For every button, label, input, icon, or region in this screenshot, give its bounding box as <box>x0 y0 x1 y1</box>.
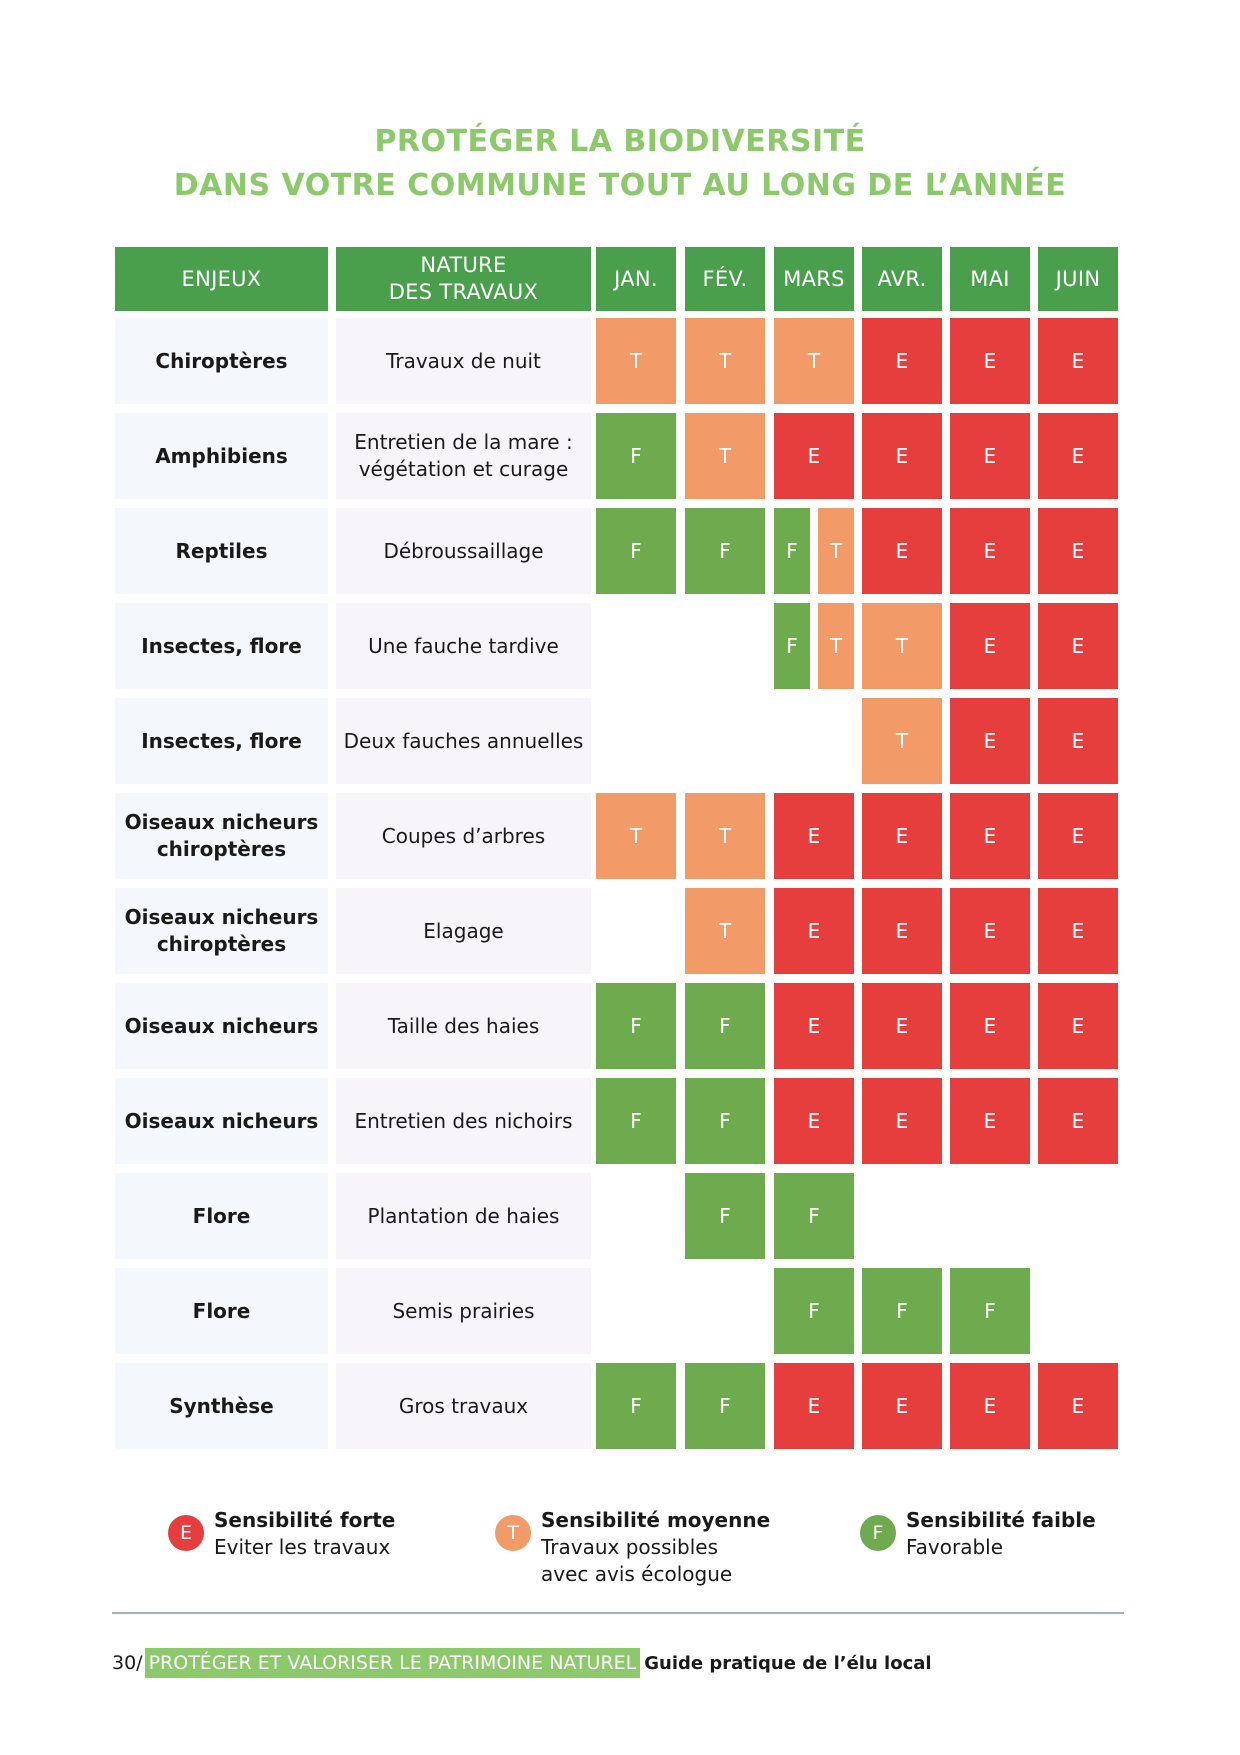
sensitivity-cell: E <box>1038 1078 1118 1164</box>
legend-item <box>860 1507 1096 1561</box>
sensitivity-cell: E <box>950 1078 1030 1164</box>
page-number: 30/ <box>112 1652 143 1674</box>
sensitivity-cell: F <box>685 983 765 1069</box>
sensitivity-cell: E <box>1038 413 1118 499</box>
page-title-line2: DANS VOTRE COMMUNE TOUT AU LONG DE L’ANNÉE <box>173 168 1067 203</box>
sensitivity-cell: F <box>774 1173 854 1259</box>
nature-line: Taille des haies <box>387 1013 540 1038</box>
enjeu-label <box>115 793 328 879</box>
nature-label <box>336 698 591 784</box>
sensitivity-cell: F <box>685 1363 765 1449</box>
footer-band: PROTÉGER ET VALORISER LE PATRIMOINE NATUREL <box>145 1648 641 1678</box>
sensitivity-cell: F <box>950 1268 1030 1354</box>
sensitivity-cell: E <box>950 1363 1030 1449</box>
nature-label <box>336 1173 591 1259</box>
legend-item <box>495 1507 770 1588</box>
nature-label <box>336 1268 591 1354</box>
sensitivity-cell: F <box>596 983 676 1069</box>
sensitivity-cell: E <box>862 793 942 879</box>
sensitivity-cell: T <box>774 318 854 404</box>
sensitivity-cell: T <box>596 793 676 879</box>
sensitivity-cell: E <box>774 793 854 879</box>
sensitivity-cell: E <box>950 603 1030 689</box>
nature-line: Une fauche tardive <box>368 633 559 658</box>
sensitivity-cell: E <box>1038 983 1118 1069</box>
footer-guide: Guide pratique de l’élu local <box>644 1652 932 1674</box>
sensitivity-cell: E <box>862 1078 942 1164</box>
legend-description: Eviter les travaux <box>214 1535 391 1559</box>
enjeu-label <box>115 698 328 784</box>
nature-label <box>336 888 591 974</box>
nature-label <box>336 508 591 594</box>
legend-title: Sensibilité moyenne <box>541 1508 771 1532</box>
sensitivity-cell: E <box>1038 793 1118 879</box>
sensitivity-cell: E <box>774 983 854 1069</box>
sensitivity-cell: F <box>774 508 810 594</box>
sensitivity-cell: E <box>774 888 854 974</box>
sensitivity-cell: F <box>862 1268 942 1354</box>
sensitivity-cell: E <box>774 1078 854 1164</box>
nature-label <box>336 983 591 1069</box>
nature-line: Deux fauches annuelles <box>343 728 584 753</box>
sensitivity-cell: E <box>862 888 942 974</box>
enjeu-label <box>115 888 328 974</box>
header-month: MAI <box>950 247 1030 311</box>
enjeu-line: chiroptères <box>156 932 287 956</box>
page-title-line1: PROTÉGER LA BIODIVERSITÉ <box>374 124 866 159</box>
sensitivity-cell: E <box>862 508 942 594</box>
legend-description: Travaux possibles <box>541 1535 719 1559</box>
sensitivity-cell: E <box>950 983 1030 1069</box>
header-nature <box>336 247 591 311</box>
enjeu-label <box>115 1173 328 1259</box>
nature-line: Travaux de nuit <box>386 348 541 373</box>
nature-label <box>336 1078 591 1164</box>
enjeu-label <box>115 603 328 689</box>
enjeu-line: Flore <box>192 1298 251 1323</box>
nature-label <box>336 413 591 499</box>
legend-badge: F <box>860 1515 896 1551</box>
sensitivity-cell: E <box>950 318 1030 404</box>
sensitivity-cell: E <box>1038 318 1118 404</box>
nature-line: Coupes d’arbres <box>381 823 546 848</box>
enjeu-label <box>115 1078 328 1164</box>
enjeu-line: Synthèse <box>169 1393 274 1418</box>
sensitivity-cell: E <box>950 413 1030 499</box>
sensitivity-cell: E <box>774 1363 854 1449</box>
sensitivity-cell: F <box>685 508 765 594</box>
nature-line: Entretien des nichoirs <box>354 1108 573 1133</box>
footer <box>112 1648 932 1678</box>
nature-line: Semis prairies <box>392 1298 535 1323</box>
nature-label <box>336 1363 591 1449</box>
nature-line: Plantation de haies <box>367 1203 560 1228</box>
enjeu-line: Insectes, flore <box>141 633 302 658</box>
legend-badge: E <box>168 1515 204 1551</box>
header-month: AVR. <box>862 247 942 311</box>
header-nature-line2: DES TRAVAUX <box>388 280 539 304</box>
sensitivity-cell: E <box>1038 508 1118 594</box>
sensitivity-cell: F <box>774 1268 854 1354</box>
enjeu-line: Amphibiens <box>155 443 288 468</box>
enjeu-line: Oiseaux nicheurs <box>124 1013 319 1038</box>
enjeu-label <box>115 1363 328 1449</box>
sensitivity-cell: E <box>1038 888 1118 974</box>
sensitivity-cell: E <box>1038 603 1118 689</box>
sensitivity-cell: E <box>950 698 1030 784</box>
nature-line: Débroussaillage <box>383 538 544 563</box>
enjeu-label <box>115 1268 328 1354</box>
sensitivity-cell: F <box>596 413 676 499</box>
nature-line: Gros travaux <box>398 1393 529 1418</box>
sensitivity-cell: E <box>950 888 1030 974</box>
enjeu-label <box>115 318 328 404</box>
sensitivity-cell: T <box>685 413 765 499</box>
header-nature-line1: NATURE <box>420 253 507 277</box>
nature-label <box>336 318 591 404</box>
enjeu-line: Oiseaux nicheurs <box>124 810 319 834</box>
header-month: JAN. <box>596 247 676 311</box>
sensitivity-cell: E <box>950 793 1030 879</box>
sensitivity-cell: T <box>862 698 942 784</box>
sensitivity-cell: E <box>862 1363 942 1449</box>
sensitivity-cell: F <box>596 1363 676 1449</box>
sensitivity-cell: T <box>818 603 854 689</box>
sensitivity-cell: E <box>862 413 942 499</box>
sensitivity-cell: E <box>950 508 1030 594</box>
enjeu-line: Reptiles <box>175 538 268 563</box>
header-month: FÉV. <box>685 247 765 311</box>
enjeu-line: Insectes, flore <box>141 728 302 753</box>
sensitivity-cell: T <box>685 888 765 974</box>
sensitivity-cell: F <box>685 1078 765 1164</box>
legend-text <box>214 1507 395 1561</box>
enjeu-label <box>115 413 328 499</box>
nature-line: Elagage <box>423 918 504 943</box>
sensitivity-cell: T <box>818 508 854 594</box>
legend-text <box>906 1507 1096 1561</box>
legend-item <box>168 1507 395 1561</box>
sensitivity-cell: T <box>685 793 765 879</box>
legend-description: avec avis écologue <box>541 1562 733 1586</box>
nature-label <box>336 603 591 689</box>
header-enjeux: ENJEUX <box>115 247 328 311</box>
sensitivity-cell: E <box>1038 698 1118 784</box>
enjeu-label <box>115 983 328 1069</box>
sensitivity-cell: T <box>862 603 942 689</box>
sensitivity-cell: T <box>685 318 765 404</box>
sensitivity-cell: E <box>1038 1363 1118 1449</box>
header-month: MARS <box>774 247 854 311</box>
nature-line: végétation et curage <box>358 457 569 481</box>
sensitivity-cell: E <box>862 318 942 404</box>
nature-line: Entretien de la mare : <box>354 430 573 454</box>
sensitivity-cell: F <box>596 508 676 594</box>
footer-divider <box>112 1612 1124 1614</box>
enjeu-line: Oiseaux nicheurs <box>124 1108 319 1133</box>
enjeu-line: Flore <box>192 1203 251 1228</box>
enjeu-line: Oiseaux nicheurs <box>124 905 319 929</box>
sensitivity-cell: E <box>774 413 854 499</box>
sensitivity-cell: E <box>862 983 942 1069</box>
enjeu-label <box>115 508 328 594</box>
sensitivity-cell: F <box>774 603 810 689</box>
enjeu-line: Chiroptères <box>155 348 288 373</box>
nature-label <box>336 793 591 879</box>
legend-description: Favorable <box>906 1535 1004 1559</box>
enjeu-line: chiroptères <box>156 837 287 861</box>
legend-title: Sensibilité faible <box>906 1508 1096 1532</box>
legend-badge: T <box>495 1515 531 1551</box>
sensitivity-cell: T <box>596 318 676 404</box>
header-month: JUIN <box>1038 247 1118 311</box>
sensitivity-cell: F <box>596 1078 676 1164</box>
legend-title: Sensibilité forte <box>214 1508 396 1532</box>
sensitivity-cell: F <box>685 1173 765 1259</box>
legend-text <box>541 1507 770 1588</box>
